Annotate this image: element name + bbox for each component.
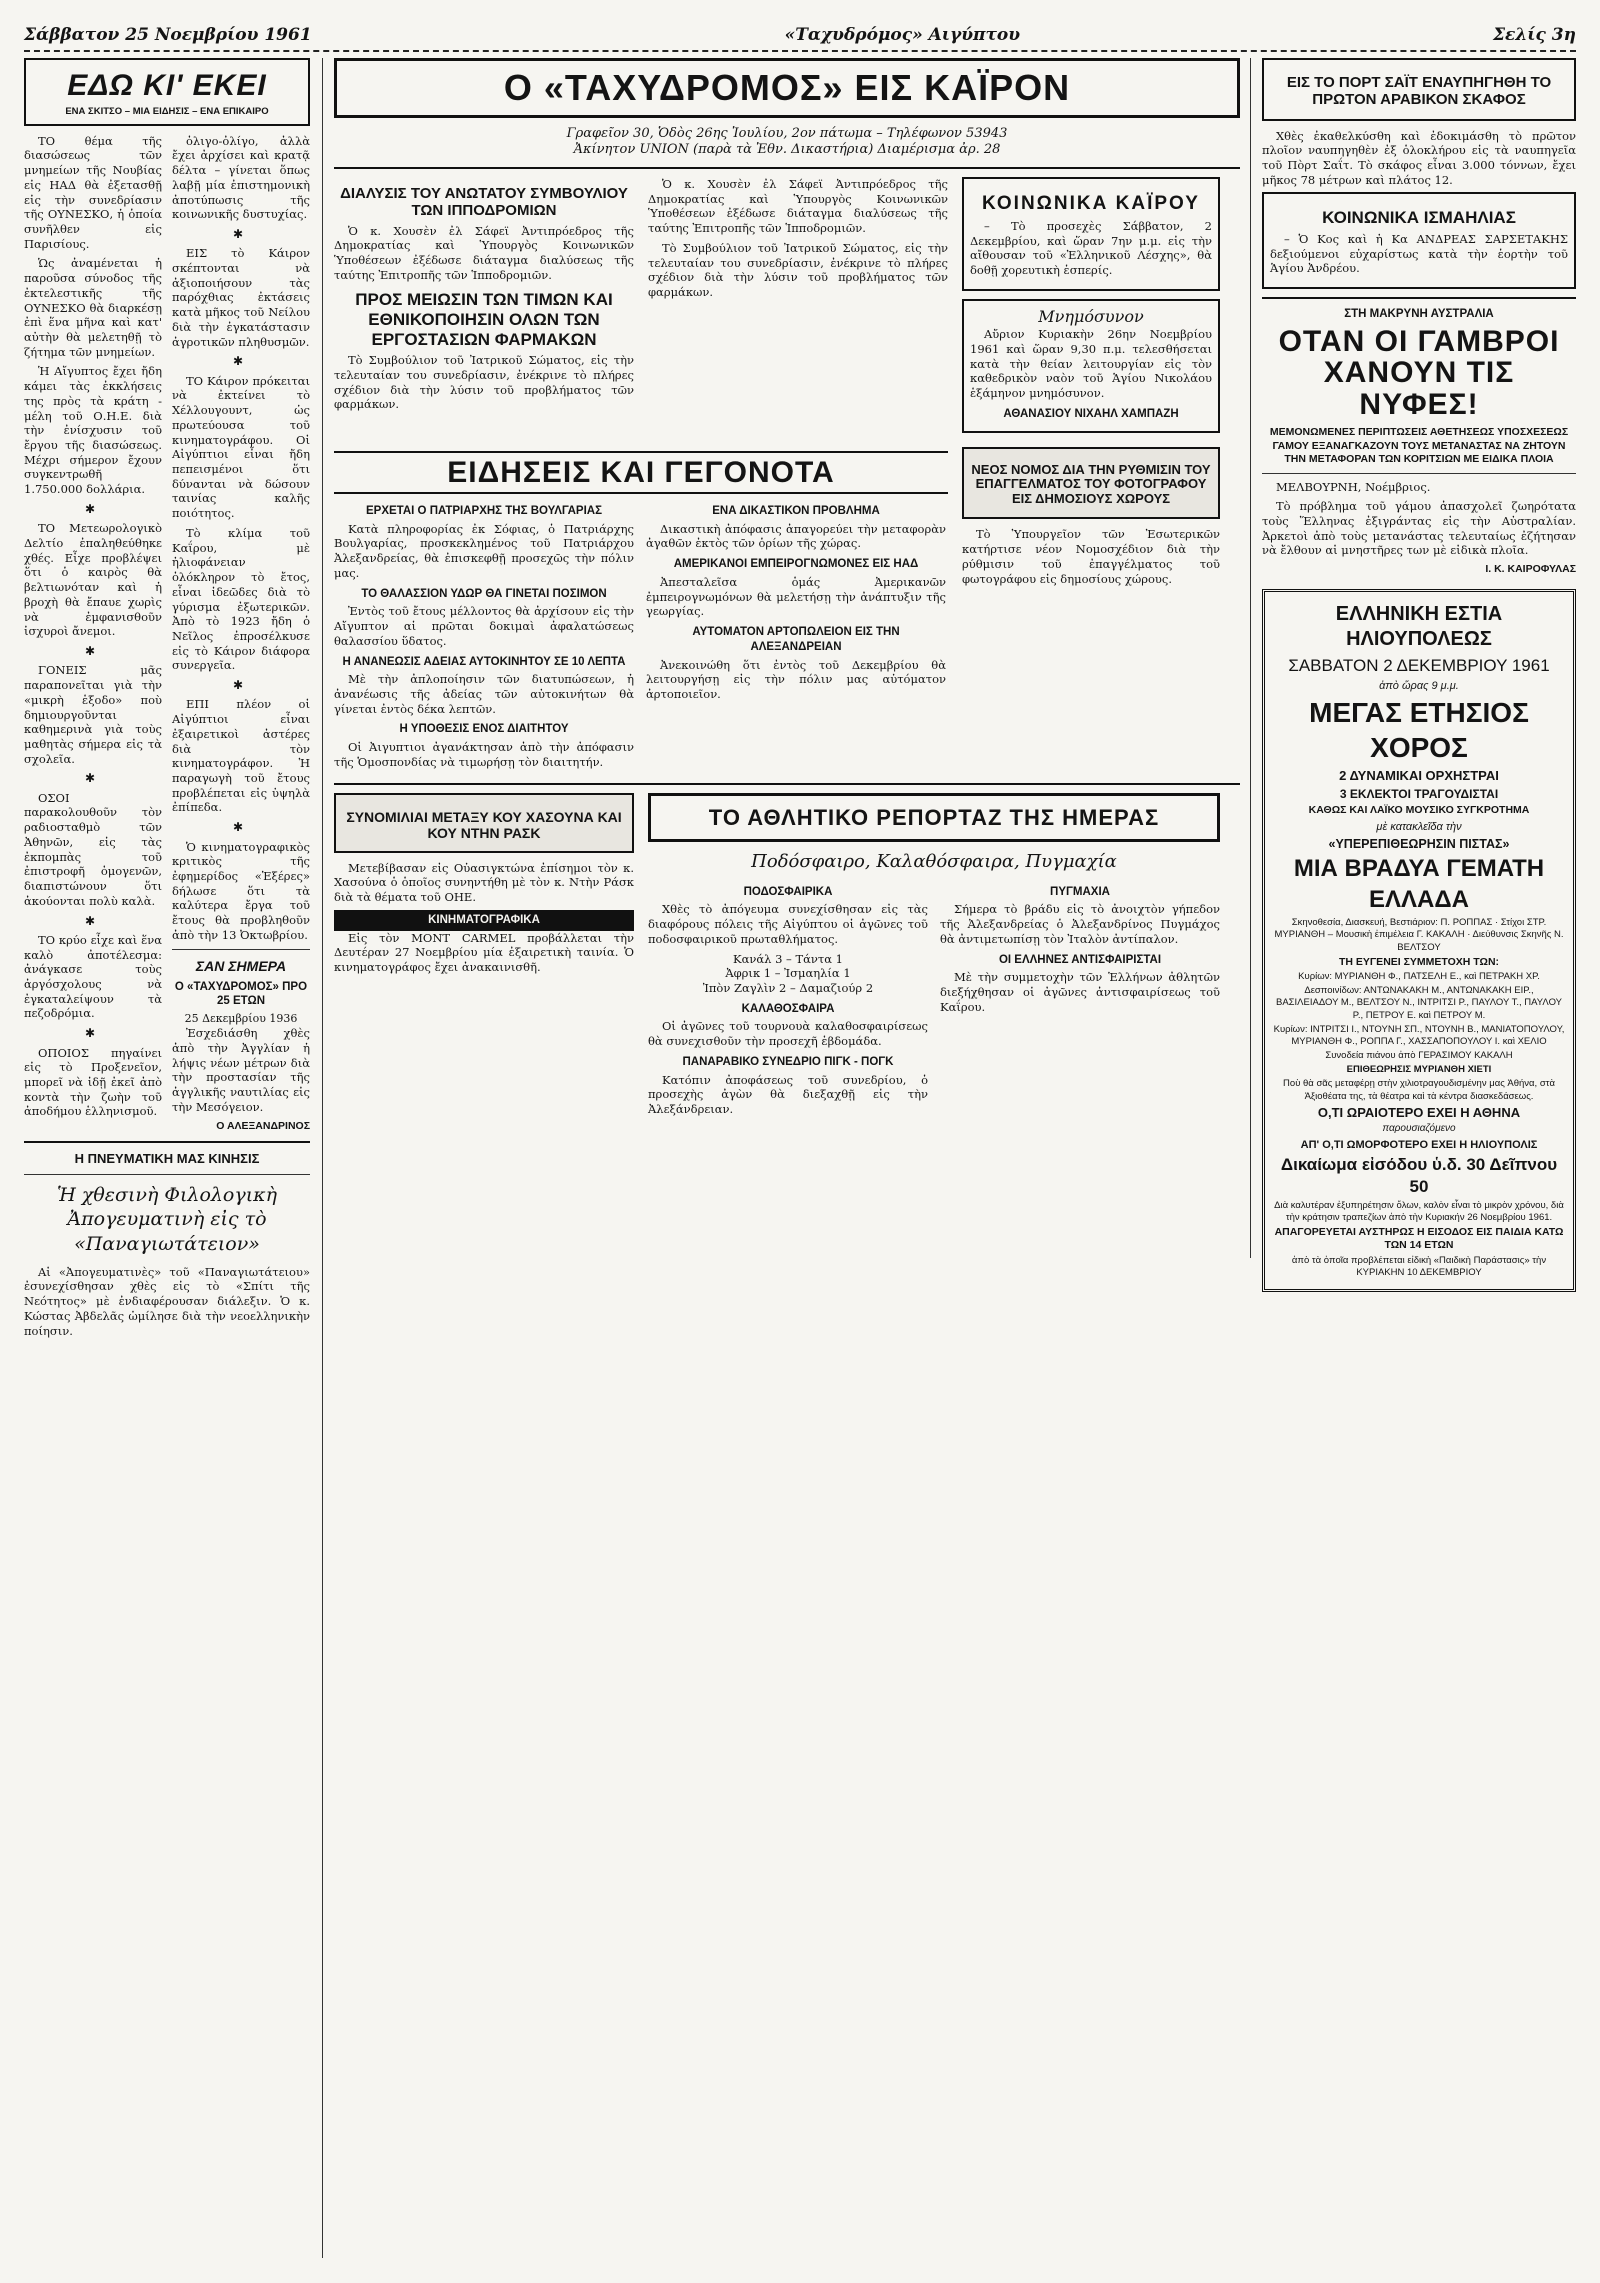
headline-basketball: ΚΑΛΑΘΟΣΦΑΙΡΑ <box>741 1002 835 1015</box>
news-banner: ΕΙΔΗΣΕΙΣ ΚΑΙ ΓΕΓΟΝΟΤΑ <box>334 451 948 495</box>
ad-best-2: παρουσιαζόμενο <box>1382 1123 1456 1135</box>
separator: ✱ <box>232 354 250 369</box>
ad-kids-note: ΑΠΑΓΟΡΕΥΕΤΑΙ ΑΥΣΤΗΡΩΣ Η ΕΙΣΟΔΟΣ ΕΙΣ ΠΑΙΔΙΑ ΚΑΤΩ ΤΩΝ 14 ΕΤΩΝ <box>1274 1226 1564 1252</box>
section-head-pneumatiki: Η ΠΝΕΥΜΑΤΙΚΗ ΜΑΣ ΚΙΝΗΣΙΣ <box>74 1150 260 1166</box>
divider <box>334 167 1240 169</box>
sport-col-left <box>334 793 634 1122</box>
sport-subcol-a <box>648 879 928 1122</box>
sport-col-right <box>648 793 1220 1122</box>
social-cairo-title: ΚΟΙΝΩΝΙΚΑ ΚΑΪΡΟΥ <box>982 193 1200 215</box>
memorial-title: Μνημόσυνον <box>1038 306 1144 326</box>
ismailia-box <box>1262 192 1576 289</box>
sport-banner-box <box>648 793 1220 842</box>
separator: ✱ <box>84 501 102 516</box>
ad-decor: ΕΠΙΘΕΩΡΗΣΙΣ ΜΥΡΙΑΝΘΗ ΧΙΕΤΙ <box>1346 1064 1492 1076</box>
headline-boxing: ΠΥΓΜΑΧΙΑ <box>1050 885 1110 898</box>
divider <box>1262 473 1576 474</box>
paragraph: ΤΟ Μετεωρολογικὸ Δελτίο ἐπαληθεύθηκε χθές. Εἶχε προβλέψει ὅτι ὁ καιρὸς θὰ βελτιωνόταν καὶ ἡ βροχὴ θὰ ἔπαυε χωρὶς νὰ ἐμφανισθοῦν ἰσχυροὶ ἄνεμοι. <box>24 521 162 639</box>
subcolumn-left <box>24 134 162 1133</box>
separator: ✱ <box>84 771 102 786</box>
column-title: ΕΔΩ ΚΙ' ΕΚΕΙ <box>67 69 267 102</box>
ad-event-title: ΜΕΓΑΣ ΕΤΗΣΙΟΣ ΧΟΡΟΣ <box>1309 696 1529 764</box>
ad-orchestras: 2 ΔΥΝΑΜΙΚΑΙ ΟΡΧΗΣΤΡΑΙ <box>1339 768 1499 784</box>
ad-show: «ΥΠΕΡΕΠΙΘΕΩΡΗΣΙΝ ΠΙΣΤΑΣ» <box>1328 836 1510 851</box>
subcolumn-right <box>172 134 310 1133</box>
paragraph: Μὲ τὴν συμμετοχὴν τῶν Ἑλλήνων ἀθλητῶν διεξήχθησαν οἱ ἀγῶνες ἀντισφαιρίσεως τοῦ Καΐρου. <box>940 970 1220 1014</box>
headline-bakery: ΑΥΤΟΜΑΤΟΝ ΑΡΤΟΠΩΛΕΙΟΝ ΕΙΣ ΤΗΝ ΑΛΕΞΑΝΔΡΕΙΑΝ <box>692 626 900 653</box>
separator: ✱ <box>232 820 250 835</box>
paragraph: Χθὲς τὸ ἀπόγευμα συνεχίσθησαν εἰς τὰς διαφόρους πόλεις τῆς Αἰγύπτου οἱ ἀγῶνες τοῦ ποδοσφαιρικοῦ πρωταθλήματος. <box>648 902 928 946</box>
law-block <box>962 447 1220 775</box>
sport-subtitle: Ποδόσφαιρο, Καλαθόσφαιρα, Πυγμαχία <box>751 850 1117 872</box>
headline-tennis: ΟΙ ΕΛΛΗΝΕΣ ΑΝΤΙΣΦΑΙΡΙΣΤΑΙ <box>998 953 1162 966</box>
paragraph: ΓΟΝΕΙΣ μᾶς παραπονεῖται γιὰ τὴν «μικρὴ ἑξοδο» ποὺ δημιουργοῦνται καθημερινὰ γιὰ τοὺς μαθητὰς σήμερα εἰς τὰ σχολεῖα. <box>24 663 162 766</box>
cairo-address-line-1: Γραφεῖον 30, Ὁδὸς 26ης Ἰουλίου, 2ον πάτωμα – Τηλέφωνον 53943 <box>566 125 1008 141</box>
paragraph: Ὁ κ. Χουσὲν ἐλ Σάφεϊ Ἀντιπρόεδρος τῆς Δημοκρατίας καὶ Ὑπουργὸς Κοινωνικῶν Ὑποθέσεων ἐξέδωσε διάταγμα διαλύσεως τῆς ταύτης Ἐπιτροπῆς τῶν Ἱπποδρομιῶν. <box>334 223 634 282</box>
paragraph: Κατὰ πληροφορίας ἐκ Σόφιας, ὁ Πατριάρχης Βουλγαρίας, προσκεκλημένος τοῦ Πατριάρχου Ἀλεξανδρείας, θὰ ἐπισκεφθῇ προσεχῶς τὴν πόλιν μας. <box>334 521 634 580</box>
paragraph: Μὲ τὴν ἀπλοποίησιν τῶν διατυπώσεων, ἡ ἀνανέωσις τῆς ἀδείας τῶν αὐτοκινήτων θὰ γίνεται ἐντὸς δέκα λεπτῶν. <box>334 672 634 716</box>
ad-reservation: Διὰ καλυτέραν ἐξυπηρέτησιν ὅλων, καλὸν εἶναι τὸ μικρὸν χρόνου, διὰ τὴν κράτησιν τραπεζίων ἀπὸ τὴν Κυριακήν 26 Νοεμβρίου 1961. <box>1274 1199 1564 1223</box>
dance-advertisement <box>1262 589 1576 1293</box>
australia-dateline: ΜΕΛΒΟΥΡΝΗ, Νοέμβριος. <box>1276 479 1431 494</box>
anniversary-title: ΣΑΝ ΣΗΜΕΡΑ <box>195 957 287 974</box>
ad-price: Δικαίωμα εἰσόδου ὑ.δ. 30 Δεῖπνου 50 <box>1280 1155 1558 1196</box>
running-header <box>24 20 1576 52</box>
anniversary-date: 25 Δεκεμβρίου 1936 <box>184 1012 298 1026</box>
anniversary-subtitle: Ο «ΤΑΧΥΔΡΟΜΟΣ» ΠΡΟ 25 ΕΤΩΝ <box>174 980 308 1008</box>
paragraph: Τὸ κλίμα τοῦ Καΐρου, μὲ ἡλιοφάνειαν ὁλόκληρον τὸ ἔτος, εἶναι ἰδεῶδες διὰ τὸ γύρισμα ἐξωτερικῶν. Ἀπὸ τὸ 1923 ἤδη ὁ Νεῖλος ἐπροσέλκυσε εἰς τὸ Κάιρον διάφορα συνεργεῖα. <box>172 525 310 673</box>
score-line: Ἰπὸν Ζαγλὶν 2 – Δαμαζιούρ 2 <box>702 980 874 995</box>
ad-night-title: ΜΙΑ ΒΡΑΔΥΑ ΓΕΜΑΤΗ ΕΛΛΑΔΑ <box>1293 854 1545 913</box>
law-box <box>962 447 1220 520</box>
memorial-name: ΑΘΑΝΑΣΙΟΥ ΝΙΧΑΗΛ ΧΑΜΠΑΖΗ <box>1003 407 1179 420</box>
paragraph: ΟΣΟΙ παρακολουθοῦν τὸν ραδιοσταθμὸ τῶν Ἀθηνῶν, εἰς τὰς ἐκπομπὰς τοῦ ἐπιστροφῆ ὁμογενῶν, διαπιστώνουν ὅτι ἀκούονται πολὺ καλὰ. <box>24 790 162 908</box>
paragraph: ΕΙΣ τὸ Κάιρον σκέπτονται νὰ ἀξιοποιήσουν τὰς παρόχθιας ἐκτάσεις κατὰ μῆκος τοῦ Νείλου διὰ τὴν ἐγκατάστασιν ἀγροτικῶν πληθυσμῶν. <box>172 246 310 349</box>
paragraph: Τὸ Ὑπουργεῖον τῶν Ἐσωτερικῶν κατήρτισε νέον Νομοσχέδιον διὰ τὴν ρύθμισιν τοῦ ἐπαγγέλματος τοῦ φωτογράφου εἰς δημοσίους χώρους. <box>962 527 1220 586</box>
cairo-masthead-box <box>334 58 1240 118</box>
paragraph: Ἐντὸς τοῦ ἔτους μέλλοντος θὰ ἀρχίσουν εἰς τὴν Αἴγυπτον αἱ πρῶται δοκιμαὶ ἀφαλατώσεως θαλασσίου ὕδατος. <box>334 604 634 648</box>
headline-talks: ΣΥΝΟΜΙΛΙΑΙ ΜΕΤΑΞΥ ΚΟΥ ΧΑΣΟΥΝΑ ΚΑΙ ΚΟΥ ΝΤΗΝ ΡΑΣΚ <box>346 808 622 841</box>
cairo-masthead: Ο «ΤΑΧΥΔΡΟΜΟΣ» ΕΙΣ ΚΑΪΡΟΝ <box>503 67 1071 108</box>
cairo-section <box>334 58 1240 1122</box>
separator: ✱ <box>232 678 250 693</box>
paragraph: Ἀπεσταλεῖσα ὁμάς Ἀμερικανῶν ἐμπειρογνωμόνων θὰ μελετήσῃ τὴν ἀνάπτυξιν τῆς γεωργίας. <box>646 574 946 619</box>
ismailia-title: ΚΟΙΝΩΝΙΚΑ ΙΣΜΑΗΛΙΑΣ <box>1322 208 1516 228</box>
paragraph: Ὁ κ. Χουσὲν ἐλ Σάφεϊ Ἀντιπρόεδρος τῆς Δημοκρατίας καὶ Ὑπουργὸς Κοινωνικῶν Ὑποθέσεων ἐξέδωσε διάταγμα διαλύσεως τῆς ταύτης Ἐπιτροπῆς τῶν Ἱπποδρομιῶν. <box>648 177 948 236</box>
lecture-title: Ἡ χθεσινὴ Φιλολογικὴ Ἀπογευματινὴ εἰς τὸ «Παναγιωτάτειον» <box>56 1183 278 1255</box>
paragraph: Τὸ Συμβούλιον τοῦ Ἰατρικοῦ Σώματος, εἰς τὴν τελευταίαν του συνεδρίασιν, ἐνέκρινε τὸ πλήρες σχέδιον διὰ τὴν λύσιν τοῦ προβλήματος τῶν φαρμάκων. <box>648 240 948 300</box>
headline-seawater: ΤΟ ΘΑΛΑΣΣΙΟΝ ΥΔΩΡ ΘΑ ΓΙΝΕΤΑΙ ΠΟΣΙΜΟΝ <box>361 587 607 600</box>
australia-signature: Ι. Κ. ΚΑΙΡΟΦΥΛΑΣ <box>1485 563 1576 576</box>
headline-court: ΕΝΑ ΔΙΚΑΣΤΙΚΟΝ ΠΡΟΒΛΗΜΑ <box>712 505 880 518</box>
law-title: ΝΕΟΣ ΝΟΜΟΣ ΔΙΑ ΤΗΝ ΡΥΘΜΙΣΙΝ ΤΟΥ ΕΠΑΓΓΕΛΜΑΤΟΣ ΤΟΥ ΦΟΤΟΓΡΑΦΟΥ ΕΙΣ ΔΗΜΟΣΙΟΥΣ ΧΩΡΟΥΣ <box>971 461 1211 507</box>
paragraph: Σήμερα τὸ βράδυ εἰς τὸ ἀνοιχτὸν γήπεδον τῆς Ἀλεξανδρείας ὁ Ἀλεξανδρίνος Πυγμάχος θὰ ἀντιμετωπίσῃ τὸν Ἰταλὸν ἀντίπαλον. <box>940 902 1220 946</box>
cairo-news-row <box>334 447 1240 775</box>
paragraph: Ἡ Αἴγυπτος ἔχει ἤδη κάμει τὰς ἐκκλήσεις της πρὸς τὰ κράτη - μέλη τοῦ Ο.Η.Ε. διὰ τὴν ἐνίσχυσιν τοῦ ἔργου τῆς διασώσεως. Μέχρι σήμερον ἔχουν συγκεντρωθῆ 1.750.000 δολλάρια. <box>24 364 162 497</box>
paragraph: Ἀνεκοινώθη ὅτι ἐντὸς τοῦ Δεκεμβρίου θὰ λειτουργήσῃ εἰς τὴν πόλιν μας αὐτόματον ἀρτοποιεῖον. <box>646 657 946 701</box>
paragraph: ΤΟ κρύο εἶχε καὶ ἕνα καλὸ ἀποτέλεσμα: ἀνάγκασε τοὺς ἀργόσχολους νὰ ἐγκαταλείψουν τὰ πεζοδρόμια. <box>24 932 162 1021</box>
sport-section <box>334 793 1240 1122</box>
ad-travel: Ποὺ θὰ σᾶς μεταφέρῃ στὴν χιλιοτραγουδισμένην μας Ἀθήνα, στὰ Ἀξιοθέατα της, τὰ θέατρα καὶ τὰ κέντρα διασκεδάσεως. <box>1283 1078 1555 1102</box>
headline-football: ΠΟΔΟΣΦΑΙΡΙΚΑ <box>743 885 833 898</box>
ad-best-1: Ο,ΤΙ ΩΡΑΙΟΤΕΡΟ ΕΧΕΙ Η ΑΘΗΝΑ <box>1317 1104 1521 1120</box>
ad-with: μὲ κατακλεῖδα τὴν <box>1376 820 1462 833</box>
column-right <box>1262 58 1576 1292</box>
separator: ✱ <box>84 644 102 659</box>
cairo-address-line-2: Ἀκίνητον UNION (παρὰ τὰ Ἐθν. Δικαστήρια) Διαμέρισμα ἀρ. 28 <box>573 142 1001 158</box>
ad-organizer: ΕΛΛΗΝΙΚΗ ΕΣΤΙΑ ΗΛΙΟΥΠΟΛΕΩΣ <box>1335 602 1503 651</box>
headline-ping-pong: ΠΑΝΑΡΑΒΙΚΟ ΣΥΝΕΔΡΙΟ ΠΙΓΚ - ΠΟΓΚ <box>682 1055 894 1068</box>
memorial-body: Αὔριον Κυριακὴν 26ην Νοεμβρίου 1961 καὶ ὥραν 9,30 π.μ. τελεσθήσεται κατὰ τὴν θείαν λειτουργίαν εἰς τὸν καθεδρικὸν ναὸν τοῦ Ἁγίου Νικολάου ἑξάμηνον μνημόσυνον. <box>970 327 1212 401</box>
divider <box>1262 297 1576 299</box>
paragraph: – Ὁ Κος καὶ ἡ Κα ΑΝΔΡΕΑΣ ΣΑΡΣΕΤΑΚΗΣ δεξιούμενοι εὐχαρίστως κατὰ τὴν ἑορτὴν τοῦ Ἁγίου Ἀνδρέου. <box>1270 231 1568 276</box>
column-subtitle: ΕΝΑ ΣΚΙΤΣΟ – ΜΙΑ ΕΙΔΗΣΙΣ – ΕΝΑ ΕΠΙΚΑΙΡΟ <box>65 105 269 117</box>
column-rule <box>1250 58 1251 1258</box>
lecture-body: Αἱ «Ἀπογευματινὲς» τοῦ «Παναγιωτάτειου» ἐσυνεχίσθησαν χθὲς εἰς τὸ «Σπίτι τῆς Νεότητος» μὲ ἐνδιαφέρουσαν διάλεξιν. Ὁ κ. Κώστας Ἀβδελᾶς ὡμίλησε διὰ τὴν νεοελληνικὴν ποίησιν. <box>24 1264 310 1338</box>
paragraph: Εἰς τὸν MONT CARMEL προβάλλεται τὴν Δευτέραν 27 Νοεμβρίου μία ἐξαιρετικὴ ταινία. Ὁ κινηματογράφος ἔχει ἀνακαινισθῆ. <box>334 930 634 975</box>
paragraph: Ὡς ἀναμένεται ἡ παροῦσα σύνοδος τῆς ἐκτελεστικῆς τῆς ΟΥΝΕΣΚΟ θὰ διαρκέσῃ ἐπὶ ἕνα μῆνα καὶ κατ' αὐτὴν θὰ μελετηθῇ τὸ ζήτημα τῶν μνημείων. <box>24 256 162 359</box>
divider <box>172 949 310 950</box>
column-rule <box>322 58 323 2258</box>
paragraph: Ὁ κινηματογραφικὸς κριτικὸς τῆς ἐφημερίδος «Ἑξέρες» δήλωσε ὅτι τὰ καλύτερα ἔργα τοῦ ἔτους θὰ προβληθοῦν ἀπὸ τὴν 13 Ὀκτωβρίου. <box>172 839 310 942</box>
divider <box>334 783 1240 785</box>
ad-cast-label: ΤΗ ΕΥΓΕΝΕΙ ΣΥΜΜΕΤΟΧΗ ΤΩΝ: <box>1338 955 1500 968</box>
ad-cast: Κυρίων: ΙΝΤΡΙΤΣΙ Ι., ΝΤΟΥΝΗ ΣΠ., ΝΤΟΥΝΗ Β., ΜΑΝΙΑΤΟΠΟΥΛΟΥ, ΜΥΡΙΑΝΘΗ Φ., ΡΟΠΠΑ Γ., ΧΑΣΣΑΠΟΠΟΥΛΟΥ Ι. καὶ ΧΕΛΙΟ <box>1273 1023 1565 1047</box>
separator: ✱ <box>84 1026 102 1041</box>
divider <box>24 1141 310 1143</box>
sport-banner: ΤΟ ΑΘΛΗΤΙΚΟ ΡΕΠΟΡΤΑΖ ΤΗΣ ΗΜΕΡΑΣ <box>708 804 1160 830</box>
ad-date: ΣΑΒΒΑΤΟΝ 2 ΔΕΚΕΜΒΡΙΟΥ 1961 <box>1288 655 1550 675</box>
paragraph: Οἱ Ἀιγυπτιοι ἀγανάκτησαν ἀπὸ τὴν ἀπόφασιν τῆς Ὁμοσπονδίας νὰ τιμωρήσῃ τὸν διαιτητήν. <box>334 740 634 769</box>
paragraph: Χθὲς ἐκαθελκύσθη καὶ ἐδοκιμάσθη τὸ πρῶτον πλοῖον ναυπηγηθὲν ἐξ ὁλοκλήρου εἰς τὰ ναυπηγεῖα τοῦ Πὸρτ Σαΐτ. Τὸ σκάφος εἶναι 3.000 τόννων, ἔχει μῆκος 78 μέτρων καὶ πλάτος 12. <box>1262 128 1576 187</box>
ad-time: ἀπὸ ὥρας 9 μ.μ. <box>1379 679 1459 692</box>
paragraph: ΤΟ Κάιρον πρόκειται νὰ ἐκτείνει τὸ Χέλλουγουντ, ὡς πρωτεύουσα τοῦ κινηματογράφου. Οἱ Αἰγύπτιοι εἶναι ἤδη πεπεισμένοι ὅτι δύνανται νὰ δώσουν ταινίας καλῆς ποιότητος. <box>172 373 310 521</box>
ad-piano: Συνοδεία πιάνου ἀπὸ ΓΕΡΑΣΙΜΟΥ ΚΑΚΑΛΗ <box>1325 1050 1513 1062</box>
australia-kicker: ΣΤΗ ΜΑΚΡΥΝΗ ΑΥΣΤΡΑΛΙΑ <box>1344 308 1494 321</box>
talks-box <box>334 793 634 853</box>
news-col-right <box>646 498 946 775</box>
port-said-box <box>1262 58 1576 121</box>
separator: ✱ <box>232 226 250 241</box>
headline-hippodrome: ΔΙΑΛΥΣΙΣ ΤΟΥ ΑΝΩΤΑΤΟΥ ΣΥΜΒΟΥΛΙΟΥ ΤΩΝ ΙΠΠΟΔΡΟΜΙΩΝ <box>340 185 628 220</box>
score-line: Ἀφρικ 1 – Ἰσμαηλία 1 <box>725 966 851 981</box>
paragraph: Οἱ ἀγῶνες τοῦ τουρνουὰ καλαθοσφαιρίσεως θὰ συνεχισθοῦν τὴν προσεχῆ ἑβδομάδα. <box>648 1019 928 1049</box>
page-number: Σελίς 3η <box>1493 25 1576 45</box>
ad-cast: Κυρίων: ΜΥΡΙΑΝΘΗ Φ., ΠΑΤΣΕΛΗ Ε., καὶ ΠΕΤΡΑΚΗ ΧΡ. <box>1298 971 1540 983</box>
cairo-col-a <box>334 177 634 441</box>
headline-license: Η ΑΝΑΝΕΩΣΙΣ ΑΔΕΙΑΣ ΑΥΤΟΚΙΝΗΤΟΥ ΣΕ 10 ΛΕΠΤΑ <box>342 655 626 668</box>
ad-singers: 3 ΕΚΛΕΚΤΟΙ ΤΡΑΓΟΥΔΙΣΤΑΙ <box>1339 786 1499 801</box>
paragraph: – Τὸ προσεχὲς Σάββατον, 2 Δεκεμβρίου, καὶ ὥραν 7ην μ.μ. εἰς τὴν αἴθουσαν τοῦ «Ἑλληνικοῦ Λέσχης», θὰ δοθῇ χορευτικὴ ἑσπερίς. <box>970 218 1212 278</box>
paragraph: Μετεβίβασαν εἰς Οὐασιγκτώνα ἐπίσημοι τὸν κ. Χασούνα ὁ ὁποῖος συνηντήθη μὲ τὸν κ. Ντὴν Ράσκ διὰ τὰ θέματα τοῦ ΟΗΕ. <box>334 860 634 905</box>
headline-referee: Η ΥΠΟΘΕΣΙΣ ΕΝΟΣ ΔΙΑΙΤΗΤΟΥ <box>399 723 569 736</box>
anniversary-signature: Ο ΑΛΕΞΑΝΔΡΙΝΟΣ <box>216 1119 310 1132</box>
memorial-box <box>962 299 1220 433</box>
ad-cast: Δεσποινίδων: ΑΝΤΩΝΑΚΑΚΗ Μ., ΑΝΤΩΝΑΚΑΚΗ ΕΙΡ., ΒΑΣΙΛΕΙΑΔΟΥ Μ., ΒΕΛΤΣΟΥ Ν., ΙΝΤΡΙΤΣΙ Ρ., ΠΑΥΛΟΥ Τ., ΠΑΥΛΟΥ Ρ., ΠΕΤΡΟΥ Ε. καὶ ΠΕΤΡΟΥ Μ. <box>1276 985 1562 1021</box>
edo-ki-ekei-body <box>24 134 310 1133</box>
ad-best-3: ΑΠ' Ο,ΤΙ ΩΜΟΡΦΟΤΕΡΟ ΕΧΕΙ Η ΗΛΙΟΥΠΟΛΙΣ <box>1300 1139 1538 1152</box>
paragraph: ὁλιγο-ὀλίγο, ἀλλὰ ἔχει ἀρχίσει καὶ κρατᾷ δέλτα – γίνεται ὅπως λαβῇ μία ἐπιστημονικὴ ἀποτύπωσις τῆς κοινωνικῆς δυστυχίας. <box>172 133 310 222</box>
port-said-title: ΕΙΣ ΤΟ ΠΟΡΤ ΣΑΪΤ ΕΝΑΥΠΗΓΗΘΗ ΤΟ ΠΡΩΤΟΝ ΑΡΑΒΙΚΟΝ ΣΚΑΦΟΣ <box>1286 74 1552 109</box>
score-line: Κανάλ 3 – Τάντα 1 <box>733 951 843 966</box>
cinema-banner: ΚΙΝΗΜΑΤΟΓΡΑΦΙΚΑ <box>334 910 634 931</box>
australia-body: Τὸ πρόβλημα τοῦ γάμου ἀπασχολεῖ ζωηρότατα τοὺς Ἕλληνας ἐξιγράντας εἰς τὴν Αὐστραλίαν. Ἀρκετοὶ ἀπὸ τοὺς μετανάστας τελευταίως ἐζήτησαν νὰ ἔλθουν αἱ μνηστῆρες των μὲ εἰδικὰ πλοῖα. <box>1262 499 1576 558</box>
news-columns <box>334 498 948 775</box>
paragraph: Τὸ Συμβούλιον τοῦ Ἰατρικοῦ Σώματος, εἰς τὴν τελευταίαν του συνεδρίασιν, ἐνέκρινε τὸ πλήρες σχέδιον διὰ τὴν λύσιν τοῦ προβλήματος τῶν φαρμάκων. <box>334 353 634 412</box>
divider <box>24 1174 310 1175</box>
sport-subcol-b <box>940 879 1220 1122</box>
paper-name: «Ταχυδρόμος» Αιγύπτου <box>784 25 1021 45</box>
cairo-col-b <box>648 177 948 441</box>
social-cairo-box <box>962 177 1220 291</box>
paragraph: Κατόπιν ἀποφάσεως τοῦ συνεδρίου, ὁ προσεχὴς ἀγὼν θὰ διεξαχθῇ εἰς τὴν Ἀλεξάνδρειαν. <box>648 1072 928 1117</box>
paragraph: ΤΟ θέμα τῆς διασώσεως τῶν μνημείων τῆς Νουβίας εἰς ΗΑΔ θὰ ἐξετασθῇ εἰς τὴν συνεδρίασιν τῆς ΟΥΝΕΣΚΟ, ἡ ὁποία συνῆλθεν εἰς Παρισίους. <box>24 133 162 251</box>
ad-kids-show: ἀπὸ τὰ ὁποῖα προβλέπεται εἰδικὴ «Παιδικὴ Παράστασις» τὴν ΚΥΡΙΑΚΗΝ 10 ΔΕΚΕΜΒΡΙΟΥ <box>1291 1254 1547 1279</box>
paragraph: Δικαστικὴ ἀπόφασις ἀπαγορεύει τὴν μεταφορὰν ἀγαθῶν ἐκτὸς τῶν ὁρίων τῆς χώρας. <box>646 521 946 551</box>
cairo-top-row <box>334 177 1240 441</box>
paragraph: ΕΠΙ πλέον οἱ Αἰγύπτιοι εἶναι ἐξαιρετικοὶ ἀστέρες διὰ τὸν κινηματογράφον. Ἡ παραγωγὴ τοῦ ἔτους προβλέπεται εἰς ὑψηλὰ ἐπίπεδα. <box>172 697 310 815</box>
cairo-col-c <box>962 177 1220 441</box>
edo-ki-ekei-header <box>24 58 310 126</box>
headline-americans: ΑΜΕΡΙΚΑΝΟΙ ΕΜΠΕΙΡΟΓΝΩΜΟΝΕΣ ΕΙΣ ΗΑΔ <box>673 558 919 571</box>
ad-credits: Σκηνοθεσία, Διασκευή, Βεστιάριον: Π. ΡΟΠΠΑΣ · Στίχοι ΣΤΡ. ΜΥΡΙΑΝΘΗ – Μουσικὴ ἐπιμέλεια Γ. ΚΑΚΑΛΗ · Διεύθυνσις Σκηνῆς Ν. ΒΕΛΤΣΟΥ <box>1274 917 1564 953</box>
sport-subcolumns <box>648 879 1220 1122</box>
column-edo-ki-ekei <box>24 58 310 1343</box>
australia-subhead: ΜΕΜΟΝΩΜΕΝΕΣ ΠΕΡΙΠΤΩΣΕΙΣ ΑΘΕΤΗΣΕΩΣ ΥΠΟΣΧΕΣΕΩΣ ΓΑΜΟΥ ΕΞΑΝΑΓΚΑΖΟΥΝ ΤΟΥΣ ΜΕΤΑΝΑΣΤΑΣ ΝΑ ΖΗΤΟΥΝ ΤΗΝ ΜΕΤΑΦΟΡΑΝ ΤΩΝ ΚΟΡΙΤΣΙΩΝ ΜΕ ΕΙΔΙΚΑ ΠΛΟΙΑ <box>1269 426 1569 466</box>
news-block <box>334 447 948 775</box>
australia-headline: ΟΤΑΝ ΟΙ ΓΑΜΒΡΟΙ ΧΑΝΟΥΝ ΤΙΣ ΝΥΦΕΣ! <box>1278 324 1560 421</box>
headline-patriarch: ΕΡΧΕΤΑΙ Ο ΠΑΤΡΙΑΡΧΗΣ ΤΗΣ ΒΟΥΛΓΑΡΙΑΣ <box>366 505 602 518</box>
ad-group: ΚΑΘΩΣ ΚΑΙ ΛΑΪΚΟ ΜΟΥΣΙΚΟ ΣΥΓΚΡΟΤΗΜΑ <box>1308 804 1530 817</box>
anniversary-body: Ἐσχεδιάσθη χθὲς ἀπὸ τὴν Ἀγγλίαν ἡ λήψις νέων μέτρων διὰ τὴν προστασίαν τῆς ἀγγλικῆς ναυτιλίας εἰς τὴν Μεσόγειον. <box>172 1026 310 1114</box>
paragraph: ΟΠΟΙΟΣ πηγαίνει εἰς τὸ Προξενεῖον, μπορεῖ νὰ ἰδῇ ἐκεῖ ἀπὸ κοντὰ τὴν ζωὴν τοῦ ἀποδήμου ἑλληνισμοῦ. <box>24 1045 162 1119</box>
headline-pharma: ΠΡΟΣ ΜΕΙΩΣΙΝ ΤΩΝ ΤΙΜΩΝ ΚΑΙ ΕΘΝΙΚΟΠΟΙΗΣΙΝ ΟΛΩΝ ΤΩΝ ΕΡΓΟΣΤΑΣΙΩΝ ΦΑΡΜΑΚΩΝ <box>355 290 613 349</box>
separator: ✱ <box>84 913 102 928</box>
news-col-left <box>334 498 634 775</box>
issue-date: Σάββατον 25 Νοεμβρίου 1961 <box>24 25 312 45</box>
